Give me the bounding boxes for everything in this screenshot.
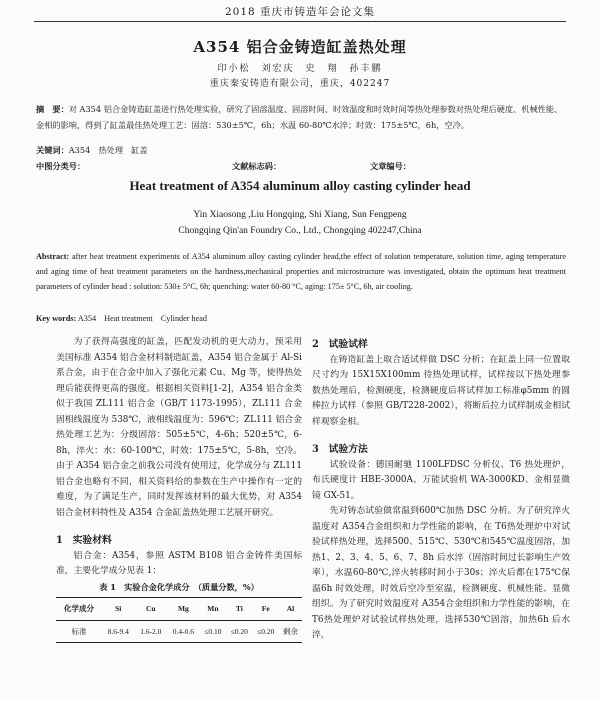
table-cell: 1.6-2.0 (140, 626, 162, 636)
abstract-cn (36, 101, 566, 133)
table-header-cell: Ti (235, 604, 243, 613)
table-cell: ≤0.20 (230, 626, 248, 636)
paper-title-cn: A354 铝合金铸造缸盖热处理 (193, 38, 407, 56)
affiliation-cn: 重庆秦安铸造有限公司，重庆，402247 (209, 79, 391, 89)
table-cell: 8.6-9.4 (107, 626, 129, 636)
table-header-cell: Cu (146, 604, 156, 613)
table-header-cell: Mn (207, 604, 219, 613)
table-header-row (56, 598, 302, 621)
section-3-paragraph-2: 先对铸态试验做常温到600℃加热 DSC 分析。为了研究淬火温度对 A354合金组织和力学性能的影响，在 T6热处理炉中对试验试样热处理，选择500、515℃、530℃和545℃温度固溶，加热1、2、3、4、5、6、7、8h 后水淬（固溶时间过长影响生产效率），水温60-80℃,淬火转移时间小于30s；淬火后都在175℃保温6h 时效处理，时效后空冷至室温，检测硬度、机械性能、显微组织。为了研究时效温度对 A354合金组织和力学性能的影响，在 T6热处理炉对试验试样热处理，选择530℃固溶，加热6h 后水淬， (312, 506, 570, 640)
abstract-en-text: after heat treatment experiments of A354 aluminum alloy casting cylinder head,the effect of solution temperature, solution time, aging temperature and aging time of heat treatment parameters on the hardness,mechanical properties and microstructure was investigated, obtain the optimum heat treatment parameters of cylinder head : solution: 530± 5°C, 6h; quenching: water 60-80 °C, aging: 175± 5°C, 6h, air cooling. (36, 252, 566, 291)
keywords-cn (36, 145, 566, 156)
table-header-cell: Fe (261, 604, 270, 613)
table-cell: ≤0.10 (204, 626, 222, 636)
keywords-cn-label: 关键词： (36, 145, 69, 155)
table-row (56, 620, 302, 643)
table-header-cell: Si (115, 604, 122, 613)
section-2-paragraph: 在铸造缸盖上取合适试样做 DSC 分析；在缸盖上同一位置取尺寸约为 15X15X100mm 待热处理试样，试样按以下热处理参数热处理后，检测硬度，检测硬度后将试样加工标准φ5mm 的圆棒拉力试样（参照 GB/T228-2002），将断后拉力试样制成金相试样观察金相。 (312, 354, 570, 427)
table-cell: 剩余 (282, 626, 298, 636)
table-header-cell: 化学成分 (63, 604, 94, 613)
doc-code-label: 文献标志码： (232, 161, 282, 171)
section-3-heading: 3 试验方法 (312, 444, 368, 455)
paper-title-en: Heat treatment of A354 aluminum alloy casting cylinder head (129, 178, 471, 193)
keywords-en-text: A354 Heat treatment Cylinder head (77, 314, 208, 323)
table-cell: 标准 (71, 626, 87, 636)
composition-table (56, 597, 302, 643)
table-cell: 0.4-0.6 (172, 626, 194, 636)
abstract-en (36, 249, 566, 294)
right-column (312, 337, 570, 644)
section-2-heading: 2 试验试样 (312, 339, 368, 350)
abstract-cn-text: 对 A354 铝合金铸造缸盖进行热处理实验，研究了固溶温度、固溶时间、时效温度和时效时间等热处理参数对热处理后硬度、机械性能、金相的影响，得到了缸盖最佳热处理工艺：固溶：530±5℃，6h；水温 60-80℃水淬；时效：175±5℃，6h，空冷。 (36, 104, 563, 130)
section-3-paragraph-1: 试验设备：德国耐驰 1100LFDSC 分析仪、T6 热处理炉，布氏硬度计 HBE-3000A、万能试验机 WA-3000KD、金相显微镜 GX-51。 (312, 459, 570, 501)
keywords-en-label: Key words: (36, 314, 77, 323)
authors-cn: 印小松 刘宏庆 史 翔 孙丰鹏 (217, 64, 383, 74)
keywords-en (36, 313, 566, 324)
authors-en: Yin Xiaosong ,Liu Hongqing, Shi Xiang, Sun Fengpeng (193, 210, 407, 220)
table-cell: ≤0.20 (257, 626, 275, 636)
keywords-cn-text: A354 热处理 缸盖 (68, 145, 148, 155)
left-column (56, 335, 302, 643)
table-header-cell: Al (286, 604, 295, 613)
abstract-cn-label: 摘 要： (36, 104, 69, 114)
article-no-label: 文章编号： (370, 161, 411, 171)
intro-paragraph: 为了获得高强度的缸盖，匹配发动机的更大动力，预采用美国标准 A354 铝合金材料制造缸盖，A354 铝合金属于 Al-Si 系合金，由于在合金中加入了强化元素 Cu、Mg 等，使得热处理后能获得更高的强度。根据相关资料[1-2]，A354 铝合金类似于我国 ZL111 铝合金（GB/T 1173-1995），ZL111 合金固相线温度为 538℃，液相线温度为：596℃；ZL111 铝合金热处理工艺为：分级固溶：505±5℃，4-6h；520±5℃，6-8h，淬火：水：60-100℃，时效：175±5℃，5-8h，空冷。由于 A354 铝合金之前我公司没有使用过，化学成分与 ZL111 铝合金也略有不同，相关资料给的参数在生产中操作有一定的难度，为了满足生产，同时发挥该材料的最大优势，对 A354 铝合金材料特性及 A354 合金缸盖热处理工艺展开研究。 (56, 337, 302, 518)
affiliation-en: Chongqing Qin'an Foundry Co., Ltd., Chongqing 402247,China (178, 226, 422, 236)
header-rule (34, 21, 566, 22)
table-1-caption: 表 1 实验合金化学成分 （质量分数，%） (99, 581, 259, 592)
section-1-paragraph: 铝合金：A354，参照 ASTM B108 铝合金铸件美国标准，主要化学成分见表 1： (56, 550, 302, 576)
abstract-en-label: Abstract: (36, 252, 70, 261)
table-header-cell: Mg (177, 604, 189, 613)
running-header: 2018 重庆市铸造年会论文集 (224, 6, 376, 18)
clc-label: 中图分类号： (36, 161, 86, 171)
section-1-heading: 1 实验材料 (56, 535, 112, 546)
